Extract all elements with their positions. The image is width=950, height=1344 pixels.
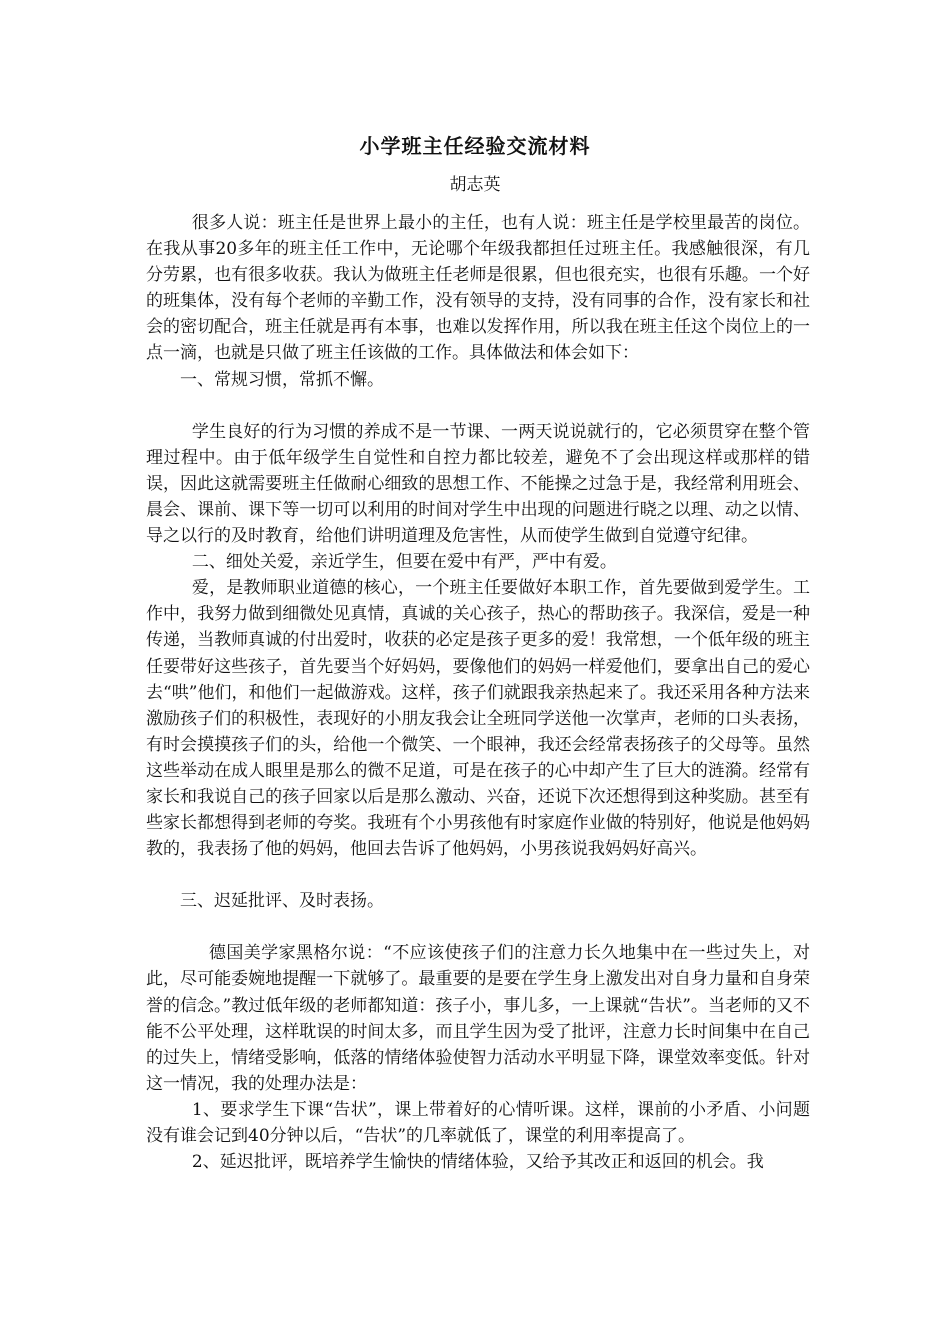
document-title: 小学班主任经验交流材料 [359, 134, 591, 158]
section-heading-2: 二、细处关爱，亲近学生，但要在爱中有严，严中有爱。 [191, 552, 617, 573]
section-heading-3: 三、迟延批评、及时表扬。 [180, 891, 384, 912]
document-body [146, 210, 810, 1175]
section-heading-1: 一、常规习惯，常抓不懈。 [180, 369, 384, 390]
blank-line [146, 914, 810, 940]
list-item-1: 1、要求学生下课“告状”，课上带着好的心情听课。这样，课前的小矛盾、小问题没有谁会记到40分钟以后，“告状”的几率就低了，课堂的利用率提高了。 [146, 1099, 810, 1146]
paragraph-hegel: 德国美学家黑格尔说：“不应该使孩子们的注意力长久地集中在一些过失上，对此，尽可能委婉地提醒一下就够了。最重要的是要在学生身上激发出对自身力量和自身荣誉的信念。”教过低年级的老师都知道：孩子小，事儿多，一上课就“告状”。当老师的又不能不公平处理，这样耽误的时间太多，而且学生因为受了批评，注意力长时间集中在自己的过失上，情绪受影响，低落的情绪体验使智力活动水平明显下降，课堂效率变低。针对这一情况，我的处理办法是： [146, 943, 810, 1094]
blank-line [146, 393, 810, 419]
blank-line [146, 862, 810, 888]
paragraph-habits: 学生良好的行为习惯的养成不是一节课、一两天说说就行的，它必须贯穿在整个管理过程中。由于低年级学生自觉性和自控力都比较差，避免不了会出现这样或那样的错误，因此这就需要班主任做耐心细致的思想工作、不能操之过急于是，我经常利用班会、晨会、课前、课下等一切可以利用的时间对学生中出现的问题进行晓之以理、动之以情、导之以行的及时教育，给他们讲明道理及危害性，从而使学生做到自觉遵守纪律。 [146, 421, 810, 547]
document-author: 胡志英 [449, 175, 501, 195]
list-item-2: 2、延迟批评，既培养学生愉快的情绪体验，又给予其改正和返回的机会。我 [191, 1152, 764, 1173]
paragraph-intro: 很多人说：班主任是世界上最小的主任，也有人说：班主任是学校里最苦的岗位。在我从事20多年的班主任工作中，无论哪个年级我都担任过班主任。我感触很深，有几分劳累，也有很多收获。我认为做班主任老师是很累，但也很充实，也很有乐趣。一个好的班集体，没有每个老师的辛勤工作，没有领导的支持，没有同事的合作，没有家长和社会的密切配合，班主任就是再有本事，也难以发挥作用，所以我在班主任这个岗位上的一点一滴，也就是只做了班主任该做的工作。具体做法和体会如下： [146, 213, 810, 364]
paragraph-love: 爱，是教师职业道德的核心，一个班主任要做好本职工作，首先要做到爱学生。工作中，我努力做到细微处见真情，真诚的关心孩子，热心的帮助孩子。我深信，爱是一种传递，当教师真诚的付出爱时，收获的必定是孩子更多的爱！我常想，一个低年级的班主任要带好这些孩子，首先要当个好妈妈，要像他们的妈妈一样爱他们，要拿出自己的爱心去“哄”他们，和他们一起做游戏。这样，孩子们就跟我亲热起来了。我还采用各种方法来激励孩子们的积极性，表现好的小朋友我会让全班同学送他一次掌声，老师的口头表扬，有时会摸摸孩子们的头，给他一个微笑、一个眼神，我还会经常表扬孩子的父母等。虽然这些举动在成人眼里是那么的微不足道，可是在孩子的心中却产生了巨大的涟漪。经常有家长和我说自己的孩子回家以后是那么激动、兴奋，还说下次还想得到这种奖励。甚至有些家长都想得到老师的夸奖。我班有个小男孩他有时家庭作业做的特别好，他说是他妈妈教的，我表扬了他的妈妈，他回去告诉了他妈妈，小男孩说我妈妈好高兴。 [146, 578, 810, 860]
